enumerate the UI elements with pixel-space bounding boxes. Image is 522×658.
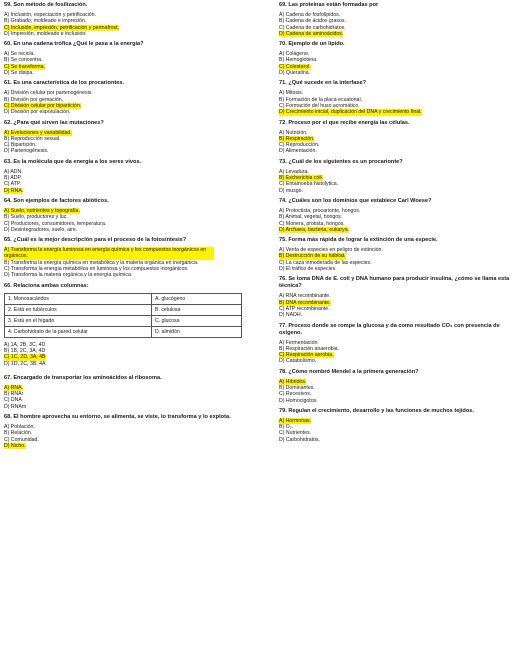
option-d: D) Queratina. xyxy=(279,70,311,77)
question-70 xyxy=(279,41,519,76)
table-row xyxy=(5,315,242,326)
question-75 xyxy=(279,237,519,272)
option-d: D) Desintegradores, suelo, aire. xyxy=(4,226,78,233)
option-b-highlighted: B) Destrucción de su hábitat. xyxy=(279,253,346,260)
table-row xyxy=(5,304,242,315)
question-title: 79. Regulan el crecimiento, desarrollo y las funciones de muchos tejidos. xyxy=(279,407,474,414)
question-60 xyxy=(4,41,252,76)
option-b: B) RNAr xyxy=(4,391,24,398)
option-c-highlighted: C) Inclusión, impresión, petrificación y permafrost. xyxy=(4,24,120,31)
question-67 xyxy=(4,375,252,410)
option-d: D) Se disipa. xyxy=(4,70,34,77)
question-title: 63. Es la molécula que da energía a los seres vivos. xyxy=(4,158,142,165)
option-a-highlighted: A) Híbridos. xyxy=(279,378,307,385)
option-a-highlighted: A) Suelo, nutrientes y topografía. xyxy=(4,207,80,214)
option-b: B) Reproducción sexual. xyxy=(4,135,61,142)
left-column xyxy=(4,2,252,453)
option-b: B) Respiración anaerobia. xyxy=(279,345,339,352)
question-78 xyxy=(279,369,519,404)
question-title: 61. Es una característica de los procariontes. xyxy=(4,80,125,87)
option-b: B) Cadena de ácidos grasos. xyxy=(279,18,346,25)
option-b: B) División por gemación. xyxy=(4,96,64,103)
question-61 xyxy=(4,80,252,115)
table-cell: 2. Está en tubérculos xyxy=(5,304,152,315)
option-c: C) Reproducción. xyxy=(279,142,320,149)
option-d-highlighted: D) Archaea, bacteria, eukarya. xyxy=(279,226,350,233)
option-d: D) Alimentación. xyxy=(279,148,317,155)
option-c-highlighted: C) Respiración aerobia. xyxy=(279,352,334,359)
option-a: A) Cadena de fosfolípidos. xyxy=(279,12,341,18)
option-d: D) Transforma la materia orgánica y la energía química. xyxy=(4,272,133,279)
option-a-highlighted: A) RNA. xyxy=(4,384,24,391)
question-59 xyxy=(4,2,252,37)
option-b-highlighted: B) Respiración. xyxy=(279,135,315,142)
question-title: 69. Las proteínas están formadas por xyxy=(279,2,379,8)
option-c: C) Formación del huso acromático. xyxy=(279,102,360,109)
option-c-highlighted: C) Se transforma. xyxy=(4,63,45,70)
option-b: B) Dominantes. xyxy=(279,384,315,391)
question-title: 59. Son método de fosilización. xyxy=(4,2,88,8)
option-c: C) Monera, protista, hongos. xyxy=(279,220,345,227)
option-c: C) ATP. xyxy=(4,181,22,188)
option-a: A) RNA recombinante. xyxy=(279,293,331,300)
question-71 xyxy=(279,80,519,115)
table-cell: B. celulosa xyxy=(152,304,242,315)
option-d: D) Partenogénesis. xyxy=(4,148,49,155)
option-a: A) Colágeno. xyxy=(279,51,310,58)
option-a: A) Protoctista, procarionte, hongos. xyxy=(279,207,361,214)
option-a-highlighted: A) Hormonas. xyxy=(279,417,311,424)
option-a: A) 1A, 2B, 3C, 4D xyxy=(4,341,46,348)
option-b-highlighted: B) Escherichia coli. xyxy=(279,175,324,182)
option-d: D) El tráfico de especies. xyxy=(279,266,337,273)
question-title: 72. Proceso por el que recibe energía las células. xyxy=(279,119,410,126)
option-c: C) Entamoeba histolytica. xyxy=(279,181,339,188)
table-cell: 1. Monosacáridos xyxy=(5,293,152,304)
relation-table xyxy=(4,293,242,338)
option-b: B) O₂. xyxy=(279,424,294,431)
option-b: B) Relación. xyxy=(4,430,33,437)
question-title: 76. Se toma DNA de E. coli y DNA humano para producir insulina, ¿cómo se llama esta técnica? xyxy=(279,276,510,290)
option-c: C) Productores, consumidores, temperatura. xyxy=(4,220,107,227)
option-d: D) RNAm xyxy=(4,403,27,410)
option-d: D) 1D, 2C, 3B, 4A xyxy=(4,360,46,367)
option-d: D) musgo. xyxy=(279,187,303,194)
table-cell: A. glucógeno xyxy=(152,293,242,304)
option-b: B) 1B, 2C, 3A, 4D xyxy=(4,347,46,354)
option-c-highlighted: C) División celular por bipartición. xyxy=(4,102,82,109)
option-d: D) Homocigotos. xyxy=(279,397,318,404)
table-cell: 3. Está en el hígado xyxy=(5,315,152,326)
option-a: A) ADN. xyxy=(4,168,23,175)
option-c: C) Cadena de carbohidratos. xyxy=(279,24,346,31)
option-b: B) Animal, vegetal, hongos. xyxy=(279,214,343,221)
question-title: 64. Son ejemplos de factores abióticos. xyxy=(4,197,109,204)
option-b: B) Grabado, moldeado e impresión. xyxy=(4,18,87,25)
option-c: C) Nutrientes. xyxy=(279,430,311,437)
option-c: C) La caza inmoderada de las especies. xyxy=(279,259,372,266)
question-title: 66. Relaciona ambas columnas: xyxy=(4,282,89,289)
question-77 xyxy=(279,323,519,365)
option-c-highlighted: C) Colesterol. xyxy=(279,63,311,70)
question-title: 70. Ejemplo de un lípido. xyxy=(279,41,345,48)
question-76 xyxy=(279,276,519,318)
option-b-highlighted: B) DNA recombinante. xyxy=(279,299,331,306)
option-a: A) Inclusión, especiación y petrificación. xyxy=(4,12,96,18)
option-b: B) ADP. xyxy=(4,175,22,182)
table-row xyxy=(5,326,242,337)
option-c: C) ATP recombinante. xyxy=(279,305,330,312)
question-65 xyxy=(4,237,252,278)
question-62 xyxy=(4,120,252,155)
question-title: 73. ¿Cuál de los siguientes es un procarionte? xyxy=(279,158,403,165)
question-63 xyxy=(4,159,252,194)
option-c: C) Recesivos. xyxy=(279,391,312,398)
option-a-highlighted: A) Transforma la energía luminosa en energía química y los compuestos inorgánicos en orgánicos. xyxy=(4,247,214,260)
question-64 xyxy=(4,198,252,233)
question-72 xyxy=(279,120,519,155)
table-row xyxy=(5,293,242,304)
option-a-highlighted: A) Evoluciones y variabilidad. xyxy=(4,129,72,136)
option-d: D) NADH. xyxy=(279,312,303,319)
question-title: 65. ¿Cuál es la mejor descripción para el proceso de la fotosíntesis? xyxy=(4,237,187,244)
question-title: 68. El hombre aprovecha su entorno, se alimenta, se viste, lo transforma y lo explota. xyxy=(4,413,231,420)
option-c: C) Transforma la energía metabólica en luminosa y los compuestos inorgánicos. xyxy=(4,266,189,273)
question-66 xyxy=(4,283,252,367)
question-69 xyxy=(279,2,519,37)
option-a: A) Levadura. xyxy=(279,168,309,175)
option-d: D) Carbohidratos. xyxy=(279,436,320,443)
option-d-highlighted: D) Crecimiento inicial, duplicación del DNA y crecimiento final. xyxy=(279,109,422,116)
right-column xyxy=(279,2,519,447)
option-b: B) Hemoglobina. xyxy=(279,57,318,64)
option-a: A) Población. xyxy=(4,423,35,430)
option-a: A) Venta de especies en peligro de extinción. xyxy=(279,247,383,254)
question-title: 62. ¿Para qué sirven las mutaciones? xyxy=(4,119,104,126)
option-d: D) Impresión, moldeado e inclusión. xyxy=(4,30,87,37)
question-title: 67. Encargado de transportar los aminoácidos al ribosoma. xyxy=(4,374,162,381)
question-73 xyxy=(279,159,519,194)
option-c: C) Bipartición. xyxy=(4,142,37,149)
question-79 xyxy=(279,408,519,443)
option-c: C) Comunidad. xyxy=(4,436,39,443)
option-b: B) Se concentra. xyxy=(4,57,43,64)
option-b: B) Transforma la energía química en metabólica y la materia orgánica en inorgánica. xyxy=(4,259,199,266)
option-b: B) Formación de la placa ecuatorial. xyxy=(279,96,363,103)
question-74 xyxy=(279,198,519,233)
option-c: C) DNA xyxy=(4,397,22,404)
question-title: 74. ¿Cuáles son los dominios que establece Carl Woese? xyxy=(279,197,432,204)
option-a: A) División celular por partenogénesis. xyxy=(4,90,93,97)
question-title: 60. En una cadena trófica ¿Qué le pasa a la energía? xyxy=(4,41,144,48)
option-d: D) División por esporulación. xyxy=(4,109,71,116)
option-d-highlighted: D) Cadena de aminoácidos. xyxy=(279,30,344,37)
question-68 xyxy=(4,414,252,449)
option-d-highlighted: D) RNA. xyxy=(4,187,24,194)
option-a: A) Nutrición. xyxy=(279,129,308,136)
option-d: D) Catabolismo. xyxy=(279,358,317,365)
question-title: 77. Proceso donde se rompe la glucosa y da como resultado CO₂ con presencia de oxígeno. xyxy=(279,322,500,336)
option-a: A) Fermentación. xyxy=(279,339,319,346)
option-a: A) Se recicla. xyxy=(4,51,35,58)
table-cell: 4. Carbohidrato de la pared celular xyxy=(5,326,152,337)
option-c-highlighted: C) 1C, 2D, 3A, 4B xyxy=(4,354,46,361)
table-cell: D. almidón xyxy=(152,326,242,337)
table-cell: C. glucosa xyxy=(152,315,242,326)
question-title: 78. ¿Cómo nombró Mendel a la primera generación? xyxy=(279,368,419,375)
option-a: A) Mitosis. xyxy=(279,90,304,97)
question-title: 71. ¿Qué sucede en la interfase? xyxy=(279,80,367,87)
question-title: 75. Forma más rápida de lograr la extinción de una especie. xyxy=(279,237,438,244)
option-b: B) Suelo, productores y luz. xyxy=(4,214,68,221)
option-d-highlighted: D) Nicho. xyxy=(4,442,26,449)
